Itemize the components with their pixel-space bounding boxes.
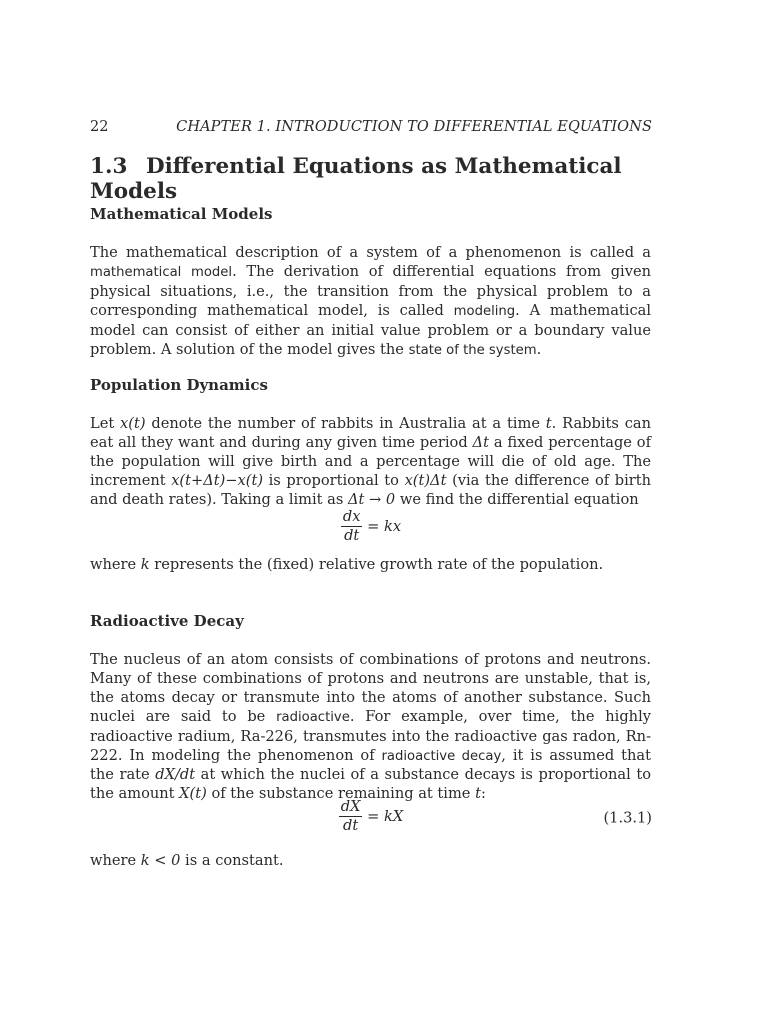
equation-population: $\frac{dx}{dt}$ = kx [342,508,402,544]
math-x-of-t: x(t) [120,415,146,432]
term-state-of-system: state of the system [408,342,537,358]
heading-radioactive-decay: Radioactive Decay [90,612,244,630]
equation-decay: $\frac{dX}{dt}$ = kX (1.3.1) [340,798,652,834]
term-mathematical: mathematical [90,264,182,280]
equation-number: (1.3.1) [603,809,652,827]
paragraph-constant: where k < 0 is a constant. [90,852,284,869]
term-radioactive-decay: radioactive decay [381,748,502,764]
section-number: 1.3 [90,154,128,179]
page-header [90,119,652,139]
term-modeling: modeling [453,303,516,319]
paragraph-population: Let x(t) denote the number of rabbits in Australia at a time t. Rabbits can eat all they want and during any given time period Δt a fixed percentage of the population will give birth and a percentage will die of old age. The increment x(t+Δt)−x(t) is proportional to x(t)Δt (via the difference of birth and death rates). Taking a limit as Δt → 0 we find the differential equation [90,415,651,508]
math-increment: x(t+Δt)−x(t) [171,471,264,489]
term-radioactive: radioactive [276,709,350,725]
fraction: $\frac{dX}{dt}$ [340,798,361,834]
running-title: CHAPTER 1. INTRODUCTION TO DIFFERENTIAL EQUATIONS [176,119,652,135]
paragraph-mathematical-models: The mathematical description of a system of a phenomenon is called a mathematical model. The derivation of differential equations from given physical situations, i.e., the transition from the physical problem to a corresponding mathematical model, is called modeling. A mathematical model can consist of either an initial value problem or a boundary value problem. A solution of the model gives the state of the system. [90,244,652,358]
fraction: $\frac{dx}{dt}$ [342,508,361,544]
paragraph-growth-rate: where k represents the (fixed) relative growth rate of the population. [90,556,604,573]
heading-mathematical-models: Mathematical Models [90,205,273,223]
page-number: 22 [90,119,109,135]
heading-population-dynamics: Population Dynamics [90,376,268,394]
section-title-text: Differential Equations as Mathematical Models [90,154,622,204]
term-model: model [190,264,233,280]
paragraph-radioactive-decay: The nucleus of an atom consists of combinations of protons and neutrons. Many of these combinations of protons and neutrons are unstable, that is, the atoms decay or transmute into the atoms of another substance. Such nuclei are said to be radioactive. For example, over time, the highly radioactive radium, Ra-226, transmutes into the radioactive gas radon, Rn-222. In modeling the phenomenon of radioactive decay, it is assumed that the rate dX/dt at which the nuclei of a substance decays is proportional to the amount X(t) of the substance remaining at time t: [90,651,652,803]
section-title [90,154,670,204]
